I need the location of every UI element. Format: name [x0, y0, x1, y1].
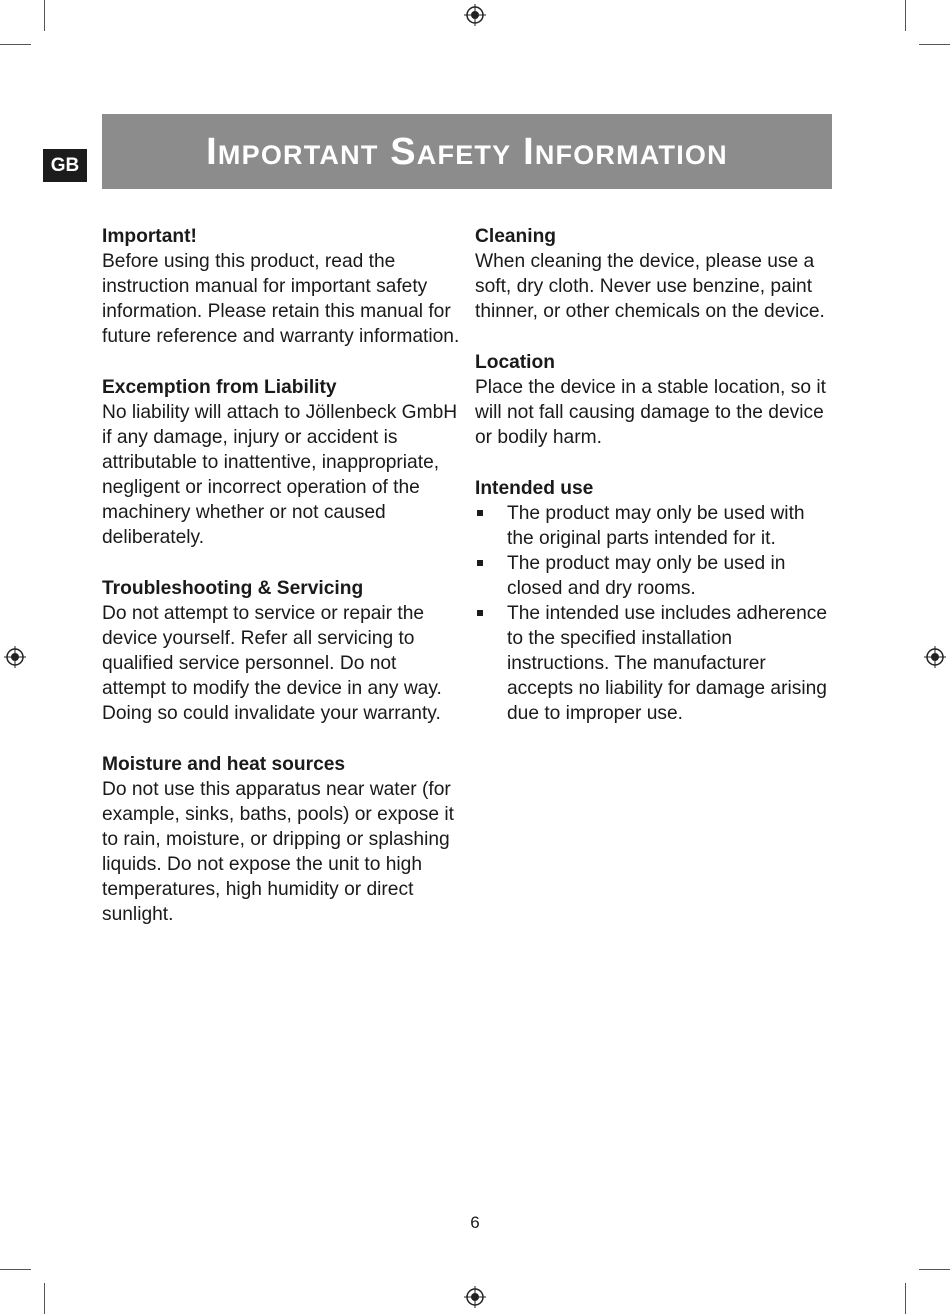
- section-heading: Intended use: [475, 478, 594, 499]
- section-location: [475, 350, 835, 450]
- language-tab: GB: [43, 149, 87, 182]
- section-intended-use: [475, 476, 835, 726]
- section-moisture-heat: [102, 752, 462, 927]
- list-item: The product may only be used with the original parts intended for it.: [475, 501, 835, 551]
- registration-mark-icon: [464, 4, 486, 26]
- page-number: 6: [470, 1213, 480, 1232]
- crop-mark-icon: [919, 1269, 950, 1270]
- registration-mark-icon: [924, 646, 946, 668]
- right-column: [475, 224, 835, 752]
- crop-mark-icon: [905, 1283, 906, 1314]
- left-column: [102, 224, 462, 953]
- section-heading: Location: [475, 352, 555, 373]
- crop-mark-icon: [0, 44, 31, 45]
- section-text: When cleaning the device, please use a soft, dry cloth. Never use benzine, paint thinner, or other chemicals on the device.: [475, 251, 825, 322]
- crop-mark-icon: [905, 0, 906, 31]
- section-text: No liability will attach to Jöllenbeck GmbH if any damage, injury or accident is attributable to inattentive, inappropriate, negligent or incorrect operation of the machinery whether or not caused deliberately.: [102, 402, 458, 548]
- section-heading: Cleaning: [475, 226, 557, 247]
- crop-mark-icon: [44, 0, 45, 31]
- section-heading: Excemption from Liability: [102, 377, 337, 398]
- registration-mark-icon: [4, 646, 26, 668]
- section-troubleshooting: [102, 576, 462, 726]
- section-exemption-liability: [102, 375, 462, 550]
- list-item: The product may only be used in closed and dry rooms.: [475, 551, 835, 601]
- section-heading: Moisture and heat sources: [102, 754, 346, 775]
- registration-mark-icon: [464, 1286, 486, 1308]
- section-cleaning: [475, 224, 835, 324]
- section-heading: Important!: [102, 226, 197, 247]
- section-heading: Troubleshooting & Servicing: [102, 578, 364, 599]
- crop-mark-icon: [919, 44, 950, 45]
- crop-mark-icon: [0, 1269, 31, 1270]
- section-text: Before using this product, read the instruction manual for important safety information. Please retain this manual for future reference and warranty information.: [102, 251, 460, 347]
- crop-mark-icon: [44, 1283, 45, 1314]
- section-text: Do not attempt to service or repair the device yourself. Refer all servicing to qualified service personnel. Do not attempt to modify the device in any way. Doing so could invalidate your warranty.: [102, 603, 442, 724]
- title-bar: [102, 114, 832, 189]
- list-item: The intended use includes adherence to the specified installation instructions. The manufacturer accepts no liability for damage arising due to improper use.: [475, 601, 835, 726]
- section-text: Place the device in a stable location, so it will not fall causing damage to the device or bodily harm.: [475, 377, 826, 448]
- section-text: Do not use this apparatus near water (for example, sinks, baths, pools) or expose it to rain, moisture, or dripping or splashing liquids. Do not expose the unit to high temperatures, high humidity or direct sunlight.: [102, 779, 454, 925]
- bullet-list: [475, 501, 835, 726]
- page-title: Important Safety Information: [206, 130, 728, 173]
- section-important: [102, 224, 462, 349]
